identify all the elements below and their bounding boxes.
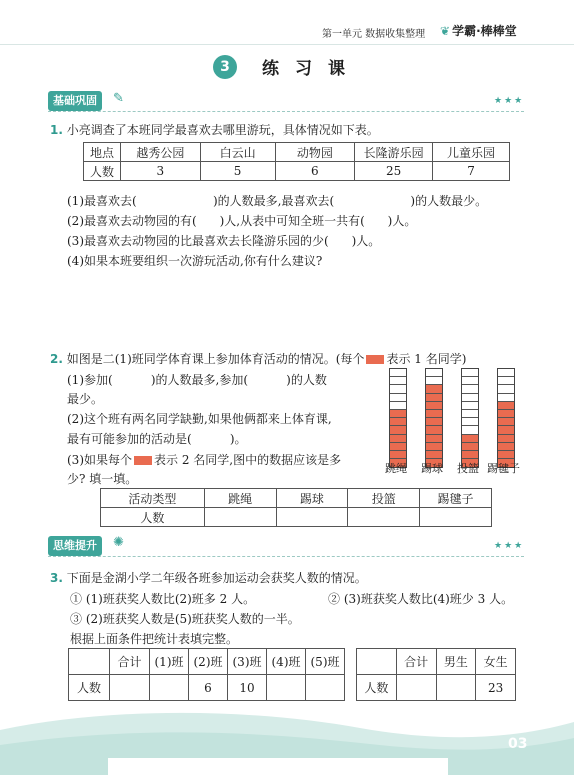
bar-unit-cell: [390, 402, 406, 410]
answer-cell[interactable]: [276, 508, 348, 527]
bar-unit-cell: [498, 443, 514, 451]
bar-unit-cell: [426, 426, 442, 434]
answer-cell[interactable]: [436, 675, 476, 701]
bar-unit-cell: [390, 451, 406, 459]
q2-sub2a: (2)这个班有两名同学缺勤,如果他俩都来上体育课,: [67, 412, 332, 426]
answer-cell[interactable]: [150, 675, 189, 701]
bar-unit-cell: [462, 385, 478, 393]
table-cell: 5: [200, 162, 275, 181]
q2-sub3b: 表示 2 名同学,图中的数据应该是多: [154, 453, 342, 467]
bar-unit-cell: [498, 369, 514, 377]
difficulty-stars: ★★★: [494, 96, 525, 106]
bar-unit-cell: [498, 410, 514, 418]
table-cell: (5)班: [306, 649, 345, 675]
bar-category-label: 踢球: [421, 462, 443, 475]
bar-unit-cell: [426, 385, 442, 393]
bar-unit-cell: [426, 394, 442, 402]
table-cell: 人数: [357, 675, 397, 701]
table-cell: (1)班: [150, 649, 189, 675]
bar-unit-cell: [462, 426, 478, 434]
table-cell: 活动类型: [101, 489, 205, 508]
bar-unit-cell: [462, 418, 478, 426]
q3-number: 3.: [50, 571, 63, 585]
bar-3: [461, 368, 479, 468]
table-cell: 23: [476, 675, 516, 701]
section-basic-tag: [48, 91, 102, 111]
table-row: [69, 649, 345, 675]
bar-unit-cell: [498, 451, 514, 459]
table-cell: 儿童乐园: [433, 143, 510, 162]
q3-prompt: [50, 569, 367, 586]
bar-unit-cell: [462, 377, 478, 385]
q2-sub3c: 少? 填一填。: [67, 472, 138, 486]
leaf-icon: ❦: [440, 23, 451, 38]
q1-number: 1.: [50, 123, 63, 137]
bar-unit-cell: [462, 369, 478, 377]
q2-sub3: [67, 451, 341, 468]
page-number: 03: [508, 736, 528, 752]
bar-unit-cell: [426, 377, 442, 385]
bar-unit-cell: [462, 402, 478, 410]
brand-text: 学霸·棒棒堂: [452, 24, 517, 38]
table-cell: (3)班: [228, 649, 267, 675]
table-cell: 3: [120, 162, 200, 181]
q1-sub3: (3)最喜欢去动物园的比最喜欢去长隆游乐园的少( )人。: [67, 234, 381, 248]
section-basic-label: 基础巩固: [53, 94, 97, 107]
lesson-number-badge: 3: [213, 55, 237, 79]
bar-unit-cell: [462, 443, 478, 451]
bar-unit-cell: [390, 410, 406, 418]
table-row: [101, 508, 492, 527]
table-cell: [69, 649, 110, 675]
table-cell: 人数: [101, 508, 205, 527]
table-row: [84, 143, 510, 162]
table-cell: 25: [355, 162, 433, 181]
q3-class-table: [68, 648, 345, 701]
q1-sub1: (1)最喜欢去( )的人数最多,最喜欢去( )的人数最少。: [67, 194, 488, 208]
table-cell: 投篮: [348, 489, 420, 508]
table-cell: [357, 649, 397, 675]
difficulty-stars: ★★★: [494, 541, 525, 551]
table-cell: (2)班: [189, 649, 228, 675]
table-cell: 长隆游乐园: [355, 143, 433, 162]
bar-unit-cell: [498, 435, 514, 443]
bar-unit-cell: [390, 418, 406, 426]
bar-unit-cell: [390, 443, 406, 451]
table-cell: 动物园: [275, 143, 355, 162]
bar-unit-cell: [498, 418, 514, 426]
lesson-title: 练习课: [262, 59, 361, 79]
table-cell: 6: [189, 675, 228, 701]
bar-unit-cell: [390, 385, 406, 393]
table-cell: 女生: [476, 649, 516, 675]
bar-unit-cell: [426, 402, 442, 410]
answer-cell[interactable]: [396, 675, 436, 701]
q3-condition-2: ② (3)班获奖人数比(4)班少 3 人。: [328, 592, 514, 606]
section-advanced-divider: [48, 556, 524, 557]
header-divider: [0, 44, 574, 45]
table-cell: 地点: [84, 143, 121, 162]
q1-sub4: (4)如果本班要组织一次游玩活动,你有什么建议?: [67, 254, 323, 268]
bar-unit-cell: [426, 418, 442, 426]
q1-sub2: (2)最喜欢去动物园的有( )人,从表中可知全班一共有( )人。: [67, 214, 417, 228]
pencil-icon: ✎: [113, 91, 124, 106]
q2-text-a: 如图是二(1)班同学体育课上参加体育活动的情况。(每个: [66, 352, 365, 366]
bar-unit-cell: [426, 451, 442, 459]
answer-cell[interactable]: [306, 675, 345, 701]
table-cell: 合计: [110, 649, 150, 675]
answer-cell[interactable]: [348, 508, 420, 527]
table-row: [357, 649, 516, 675]
table-cell: (4)班: [267, 649, 306, 675]
table-cell: 10: [228, 675, 267, 701]
table-cell: 越秀公园: [120, 143, 200, 162]
q2-sub3a: (3)如果每个: [67, 453, 132, 467]
table-cell: 白云山: [200, 143, 275, 162]
bar-unit-cell: [462, 451, 478, 459]
bar-unit-cell: [498, 402, 514, 410]
table-cell: 6: [275, 162, 355, 181]
answer-cell[interactable]: [420, 508, 492, 527]
bar-category-label: 跳绳: [385, 462, 407, 475]
bar-unit-cell: [426, 369, 442, 377]
section-advanced-label: 思维提升: [53, 539, 97, 552]
footer-wave: [0, 700, 574, 775]
table-cell: 7: [433, 162, 510, 181]
answer-cell[interactable]: [204, 508, 276, 527]
q2-number: 2.: [50, 352, 63, 366]
sparkle-icon: ✺: [113, 535, 124, 550]
unit-header: 第一单元 数据收集整理: [322, 29, 426, 40]
bar-1: [389, 368, 407, 468]
bar-unit-cell: [390, 435, 406, 443]
bar-unit-cell: [426, 443, 442, 451]
table-cell: 人数: [84, 162, 121, 181]
q2-sub2b: 最有可能参加的活动是( )。: [67, 432, 247, 446]
table-row: [357, 675, 516, 701]
answer-cell[interactable]: [110, 675, 150, 701]
table-cell: 踢球: [276, 489, 348, 508]
bar-unit-cell: [498, 385, 514, 393]
bar-unit-cell: [426, 410, 442, 418]
bar-unit-cell: [498, 394, 514, 402]
q3-condition-1: ① (1)班获奖人数比(2)班多 2 人。: [70, 592, 256, 606]
q2-sub1b: 最少。: [67, 392, 104, 406]
bar-unit-cell: [426, 435, 442, 443]
bar-category-label: 投篮: [457, 462, 479, 475]
bar-unit-cell: [462, 410, 478, 418]
answer-cell[interactable]: [267, 675, 306, 701]
table-row: [84, 162, 510, 181]
table-cell: 男生: [436, 649, 476, 675]
bar-unit-cell: [390, 369, 406, 377]
bar-unit-cell: [498, 426, 514, 434]
table-cell: 合计: [396, 649, 436, 675]
q3-instruction: 根据上面条件把统计表填完整。: [70, 632, 239, 646]
table-cell: 踢毽子: [420, 489, 492, 508]
q1-prompt: [50, 121, 379, 138]
section-basic-divider: [48, 111, 524, 112]
q3-gender-table: [356, 648, 516, 701]
legend-block-icon: [366, 355, 384, 364]
bar-2: [425, 368, 443, 468]
bar-unit-cell: [390, 394, 406, 402]
bar-4: [497, 368, 515, 468]
brand-logo: [440, 22, 517, 39]
q1-text: 小亮调查了本班同学最喜欢去哪里游玩，具体情况如下表。: [66, 123, 379, 137]
table-cell: 人数: [69, 675, 110, 701]
bar-unit-cell: [390, 426, 406, 434]
table-cell: 跳绳: [204, 489, 276, 508]
q3-text: 下面是金湖小学二年级各班参加运动会获奖人数的情况。: [66, 571, 367, 585]
q3-condition-3: ③ (2)班获奖人数是(5)班获奖人数的一半。: [70, 612, 300, 626]
section-advanced-tag: [48, 536, 102, 556]
bar-category-label: 踢毽子: [487, 462, 520, 475]
activity-chart: [385, 368, 535, 476]
bar-unit-cell: [498, 377, 514, 385]
bar-unit-cell: [462, 435, 478, 443]
legend-block-icon: [134, 456, 152, 465]
table-row: [101, 489, 492, 508]
q2-table: [100, 488, 492, 527]
q2-sub1a: (1)参加( )的人数最多,参加( )的人数: [67, 373, 327, 387]
table-row: [69, 675, 345, 701]
q2-prompt: [50, 350, 466, 367]
q2-text-b: 表示 1 名同学): [386, 352, 467, 366]
q1-table: [83, 142, 510, 181]
bar-unit-cell: [390, 377, 406, 385]
bar-unit-cell: [462, 394, 478, 402]
